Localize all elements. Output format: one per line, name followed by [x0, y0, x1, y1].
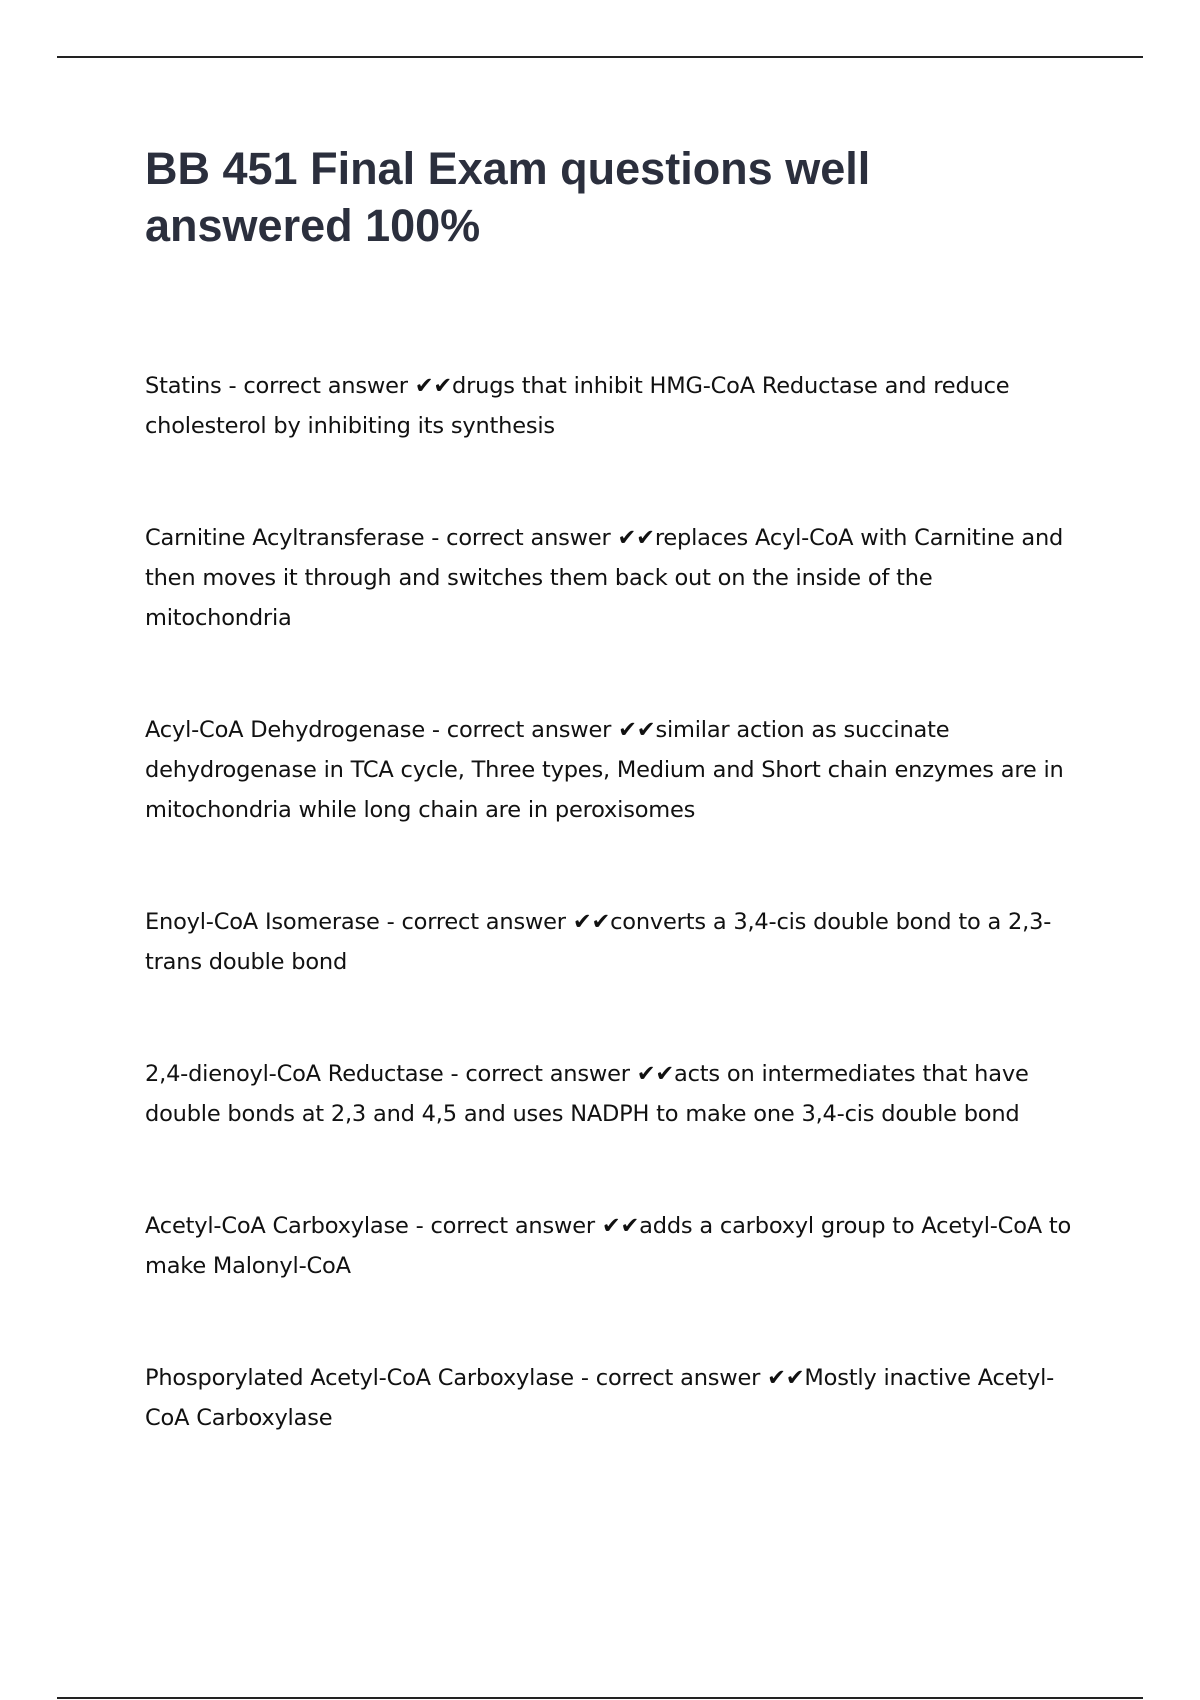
header-rule [57, 56, 1143, 58]
qa-entry-dienoyl-coa-reductase: 2,4-dienoyl-CoA Reductase - correct answer ✔✔acts on intermediates that have double bonds at 2,3 and 4,5 and uses NADPH to make one 3,4-cis double bond [145, 1061, 1029, 1127]
qa-entry-acyl-coa-dehydrogenase: Acyl-CoA Dehydrogenase - correct answer ✔✔similar action as succinate dehydrogenase in TCA cycle, Three types, Medium and Short chain enzymes are in mitochondria while long chain are in peroxisomes [145, 717, 1064, 823]
qa-list [145, 366, 1085, 1438]
qa-entry-carnitine-acyltransferase: Carnitine Acyltransferase - correct answer ✔✔replaces Acyl-CoA with Carnitine and then moves it through and switches them back out on the inside of the mitochondria [145, 525, 1064, 631]
document-title: BB 451 Final Exam questions well answered 100% [145, 143, 871, 251]
qa-entry-statins: Statins - correct answer ✔✔drugs that inhibit HMG-CoA Reductase and reduce cholesterol by inhibiting its synthesis [145, 373, 1010, 439]
qa-entry-acetyl-coa-carboxylase: Acetyl-CoA Carboxylase - correct answer ✔✔adds a carboxyl group to Acetyl-CoA to make Malonyl-CoA [145, 1213, 1072, 1279]
qa-entry-phosphorylated-acc: Phosporylated Acetyl-CoA Carboxylase - correct answer ✔✔Mostly inactive Acetyl-CoA Carboxylase [145, 1365, 1055, 1431]
document-body [145, 140, 1085, 1438]
footer-rule [57, 1697, 1143, 1699]
qa-entry-enoyl-coa-isomerase: Enoyl-CoA Isomerase - correct answer ✔✔converts a 3,4-cis double bond to a 2,3-trans double bond [145, 909, 1052, 975]
